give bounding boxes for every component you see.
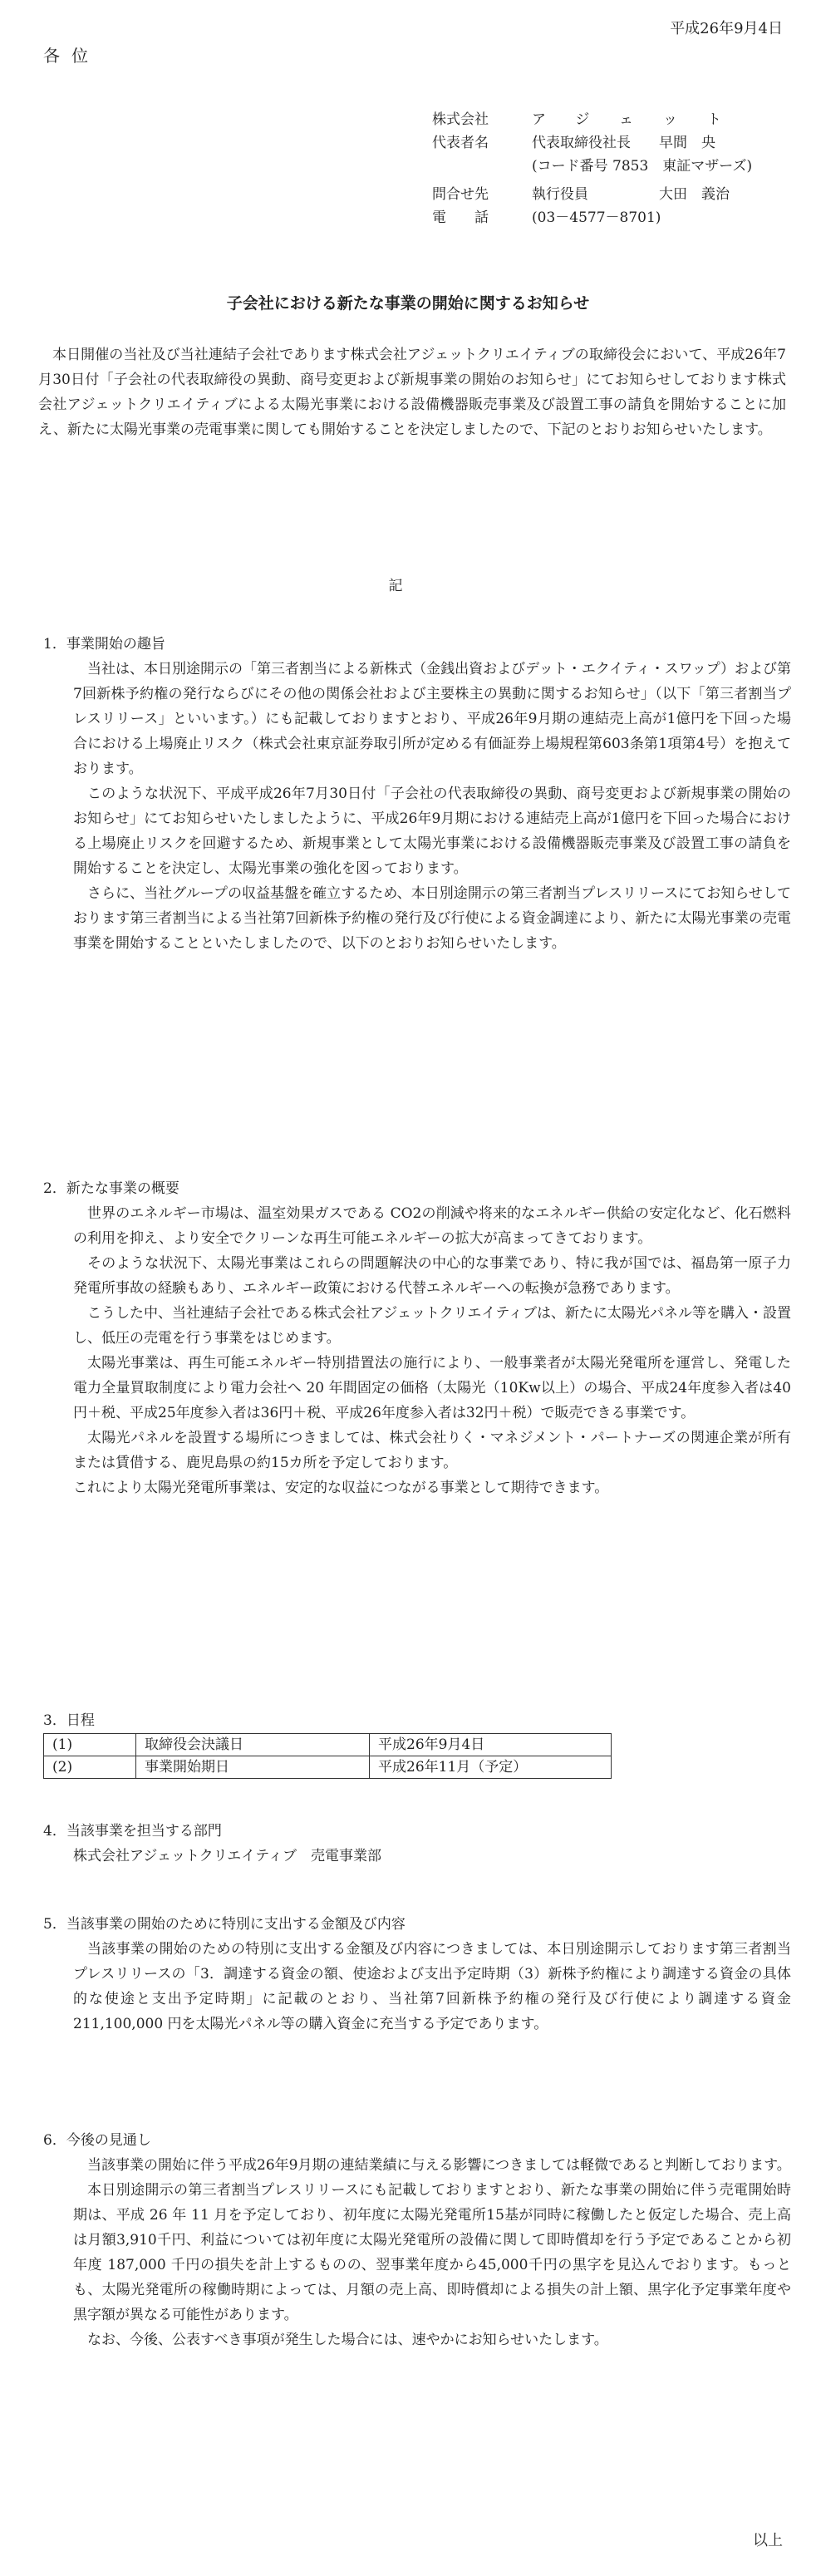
document-title: 子会社における新たな事業の開始に関するお知らせ [226,294,590,313]
phone-row [432,206,798,229]
section-heading: 5．当該事業の開始のために特別に支出する金額及び内容 [43,1916,406,1933]
row-date: 平成26年11月（予定） [370,1756,612,1779]
section-schedule [43,1708,791,1779]
company-name: アジェット [532,111,751,128]
intro-paragraph: 本日開催の当社及び当社連結子会社であります株式会社アジェットクリエイティブの取締役会において、平成26年7月30日付「子会社の代表取締役の異動、商号変更および新規事業の開始のお知らせ」にてお知らせしております株式会社アジェットクリエイティブによる太陽光事業における設備機器販売事業及び設置工事の請負を開始することに加え、新たに太陽光事業の売電事業に関しても開始することを決定しましたので、下記のとおりお知らせいたします。 [38,347,787,438]
representative-row [432,131,798,155]
section-overview [43,1176,791,1500]
section-paragraph: そのような状況下、太陽光事業はこれらの問題解決の中心的な事業であり、特に我が国では、福島第一原子力発電所事故の経験もあり、エネルギー政策における代替エネルギーへの転換が急務であります。 [73,1255,791,1297]
phone-label: 電 話 [432,209,489,226]
row-label: 事業開始期日 [136,1756,370,1779]
securities-code: (コード番号 7853 東証マザーズ) [532,158,753,175]
table-row [44,1734,612,1756]
section-purpose [43,632,791,956]
section-heading: 4．当該事業を担当する部門 [43,1823,222,1840]
section-paragraph: 当社は、本日別途開示の「第三者割当による新株式（金銭出資およびデット・エクイティ・スワップ）および第7回新株予約権の発行ならびにその他の関係会社および主要株主の異動に関するお知らせ」（以下「第三者割当プレスリリース」といいます。）にも記載しておりますとおり、平成26年9月期の連結売上高が1億円を下回った場合における上場廃止リスク（株式会社東京証券取引所が定める有価証券上場規程第603条第1項第4号）を抱えております。 [73,661,791,777]
row-date: 平成26年9月4日 [370,1734,612,1756]
section-paragraph: 太陽光パネルを設置する場所につきましては、株式会社りく・マネジメント・パートナーズの関連企業が所有または賃借する、鹿児島県の約15カ所を予定しております。 [73,1430,791,1471]
section-department [43,1819,791,1869]
closing-mark: 以上 [753,2532,783,2549]
row-number: (2) [44,1756,136,1779]
contact-name: 執行役員 大田 義治 [532,186,730,203]
section-heading: 1．事業開始の趣旨 [43,636,165,653]
addressee: 各位 [43,46,100,66]
company-row [432,108,798,131]
section-paragraph: さらに、当社グループの収益基盤を確立するため、本日別途開示の第三者割当プレスリリースにてお知らせしております第三者割当による当社第7回新株予約権の発行及び行使による資金調達により、新たに太陽光事業の売電事業を開始することといたしましたので、以下のとおりお知らせいたします。 [73,885,791,952]
row-label: 取締役会決議日 [136,1734,370,1756]
section-paragraph: これにより太陽光発電所事業は、安定的な収益につながる事業として期待できます。 [73,1480,609,1496]
company-label: 株式会社 [432,111,489,128]
ki-marker: 記 [388,578,428,594]
section-heading: 3．日程 [43,1712,95,1729]
representative-name: 代表取締役社長 早間 央 [532,135,715,151]
section-paragraph: こうした中、当社連結子会社である株式会社アジェットクリエイティブは、新たに太陽光パネル等を購入・設置し、低圧の売電を行う事業をはじめます。 [73,1305,791,1347]
section-paragraph: 世界のエネルギー市場は、温室効果ガスである CO2の削減や将来的なエネルギー供給の安定化など、化石燃料の利用を抑え、より安全でクリーンな再生可能エネルギーの拡大が高まってきております。 [73,1205,791,1247]
section-paragraph: このような状況下、平成平成26年7月30日付「子会社の代表取締役の異動、商号変更および新規事業の開始のお知らせ」にてお知らせいたしましたように、平成26年9月期における連結売上高が1億円を下回った場合における上場廃止リスクを回避するため、新規事業として太陽光事業における設備機器販売事業及び設置工事の請負を開始することを決定し、太陽光事業の強化を図っております。 [73,786,791,877]
document-date: 平成26年9月4日 [670,20,783,37]
code-row [432,155,798,178]
section-heading: 2．新たな事業の概要 [43,1180,179,1197]
section-paragraph: 太陽光事業は、再生可能エネルギー特別措置法の施行により、一般事業者が太陽光発電所を運営し、発電した電力全量買取制度により電力会社へ 20 年間固定の価格（太陽光（10Kw以上）の場合、平成24年度参入者は40円＋税、平成25年度参入者は36円＋税、平成26年度参入者は32円＋税）で販売できる事業です。 [73,1355,791,1421]
section-paragraph: 当該事業の開始に伴う平成26年9月期の連結業績に与える影響につきましては軽微であると判断しております。 [87,2157,791,2174]
contact-row [432,183,798,206]
row-number: (1) [44,1734,136,1756]
section-outlook [43,2128,791,2352]
table-row [44,1756,612,1779]
sender-block [432,108,798,229]
phone-number: (03－4577－8701) [532,209,661,226]
section-paragraph: 株式会社アジェットクリエイティブ 売電事業部 [73,1848,381,1864]
section-paragraph: なお、今後、公表すべき事項が発生した場合には、速やかにお知らせいたします。 [87,2332,608,2348]
schedule-table [43,1733,612,1779]
section-heading: 6．今後の見通し [43,2132,151,2149]
section-paragraph: 本日別途開示の第三者割当プレスリリースにも記載しておりますとおり、新たな事業の開始に伴う売電開始時期は、平成 26 年 11 月を予定しており、初年度に太陽光発電所15基が同時に稼働したと仮定した場合、売上高は月額3,910千円、利益については初年度に太陽光発電所の設備に関して即時償却を行う予定であることから初年度 187,000 千円の損失を計上するものの、翌事業年度から45,000千円の黒字を見込んでおります。もっとも、太陽光発電所の稼働時期によっては、月額の売上高、即時償却による損失の計上額、黒字化予定事業年度や黒字額が異なる可能性があります。 [73,2182,791,2323]
section-paragraph: 当該事業の開始のための特別に支出する金額及び内容につきましては、本日別途開示しております第三者割当プレスリリースの「3．調達する資金の額、使途および支出予定時期（3）新株予約権により調達する資金の具体的な使途と支出予定時期」に記載のとおり、当社第7回新株予約権の発行及び行使により調達する資金 211,100,000 円を太陽光パネル等の購入資金に充当する予定であります。 [73,1941,791,2032]
contact-label: 問合せ先 [432,186,489,203]
representative-label: 代表者名 [432,135,489,151]
section-expenditure [43,1912,791,2037]
